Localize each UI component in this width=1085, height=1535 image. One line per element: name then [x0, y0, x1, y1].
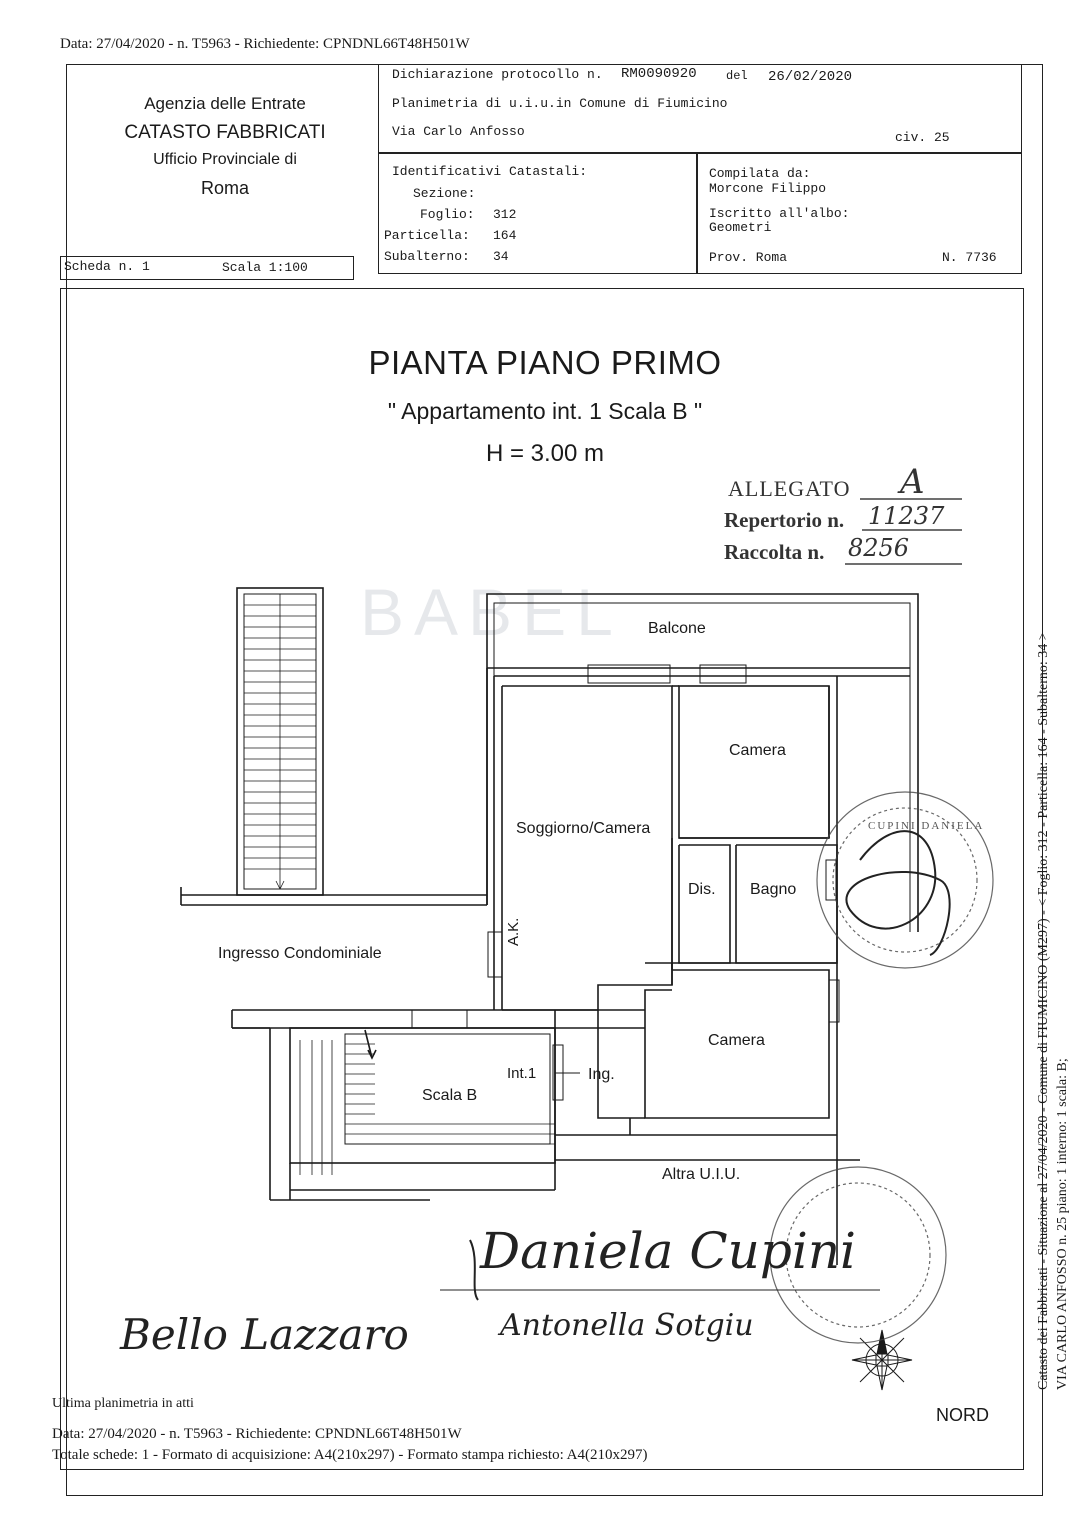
office-city: Roma [200, 178, 249, 198]
subalterno-label: Subalterno: [384, 249, 470, 264]
particella-label: Particella: [384, 228, 470, 243]
raccolta-value: 8256 [848, 534, 910, 562]
room-ingresso: Ing. [588, 1066, 615, 1083]
header-top-line: Data: 27/04/2020 - n. T5963 - Richiedente: CPNDNL66T48H501W [60, 36, 470, 52]
repertorio-value: 11237 [868, 502, 945, 530]
plan-title: PIANTA PIANO PRIMO [368, 344, 722, 381]
stamp-text: CUPINI DANIELA [868, 820, 985, 832]
interior-label: Int.1 [507, 1065, 537, 1082]
room-camera-2: Camera [708, 1032, 765, 1049]
room-altra-uiu: Altra U.I.U. [662, 1166, 741, 1183]
scheda-number: Scheda n. 1 [64, 259, 150, 274]
foglio-value: 312 [493, 207, 517, 222]
date-label: del [726, 69, 748, 83]
scale-label: Scala 1:100 [222, 260, 308, 275]
watermark-text: BABEL [360, 575, 623, 649]
protocol-number: RM0090920 [621, 66, 697, 82]
signature-antonella: Antonella Sotgiu [500, 1308, 754, 1343]
plan-subtitle: " Appartamento int. 1 Scala B " [387, 398, 703, 424]
albo-label: Iscritto all'albo: [709, 206, 850, 221]
subalterno-value: 34 [493, 249, 509, 264]
allegato-label: ALLEGATO [728, 476, 851, 501]
allegato-value: A [900, 462, 925, 502]
room-bagno: Bagno [750, 881, 797, 898]
declaration-date: 26/02/2020 [768, 69, 853, 85]
albo-value: Geometri [709, 220, 772, 235]
repertorio-label: Repertorio n. [724, 508, 845, 532]
sezione-label: Sezione: [413, 186, 476, 201]
room-scala-b: Scala B [422, 1087, 478, 1104]
province: Prov. Roma [709, 250, 788, 265]
plan-height: H = 3.00 m [485, 440, 605, 467]
compiled-name: Morcone Filippo [709, 181, 827, 196]
planimetry-line: Planimetria di u.i.u.in Comune di Fiumicino [392, 96, 728, 111]
north-label: NORD [936, 1405, 989, 1425]
address-line: Via Carlo Anfosso [392, 124, 525, 139]
footer-totale: Totale schede: 1 - Formato di acquisizione: A4(210x297) - Formato stampa richiesto: A4(210x297) [52, 1447, 648, 1463]
civic-number: civ. 25 [895, 130, 950, 145]
room-disimpegno: Dis. [688, 881, 716, 898]
protocol-label: Dichiarazione protocollo n. [392, 67, 603, 82]
raccolta-label: Raccolta n. [724, 540, 825, 564]
footer-data: Data: 27/04/2020 - n. T5963 - Richiedente: CPNDNL66T48H501W [52, 1426, 462, 1442]
room-ingresso-condominiale: Ingresso Condominiale [218, 945, 382, 962]
room-angolo-cottura: A.K. [505, 917, 522, 946]
room-camera-1: Camera [729, 742, 786, 759]
catasto-title: CATASTO FABBRICATI [124, 122, 326, 143]
albo-number: N. 7736 [942, 250, 997, 265]
signature-bello: Bello Lazzaro [120, 1310, 409, 1359]
room-soggiorno: Soggiorno/Camera [516, 820, 651, 837]
office-label: Ufficio Provinciale di [153, 151, 297, 168]
compiled-title: Compilata da: [709, 166, 811, 181]
identifiers-title: Identificativi Catastali: [392, 164, 588, 179]
foglio-label: Foglio: [420, 207, 475, 222]
footer-ultima: Ultima planimetria in atti [52, 1396, 194, 1411]
side-text-line2: VIA CARLO ANFOSSO n. 25 piano: 1 interno: 1 scala: B; [1055, 1058, 1070, 1390]
signature-notary: Daniela Cupini [480, 1222, 857, 1280]
side-text-line1: Catasto dei Fabbricati - Situazione al 27/04/2020 - Comune di FIUMICINO (M297) - < Foglio: 312 - Particella: 164 - Subalterno: 34 > [1036, 632, 1051, 1390]
particella-value: 164 [493, 228, 517, 243]
room-balcone: Balcone [648, 620, 706, 637]
agency-name: Agenzia delle Entrate [144, 94, 306, 113]
